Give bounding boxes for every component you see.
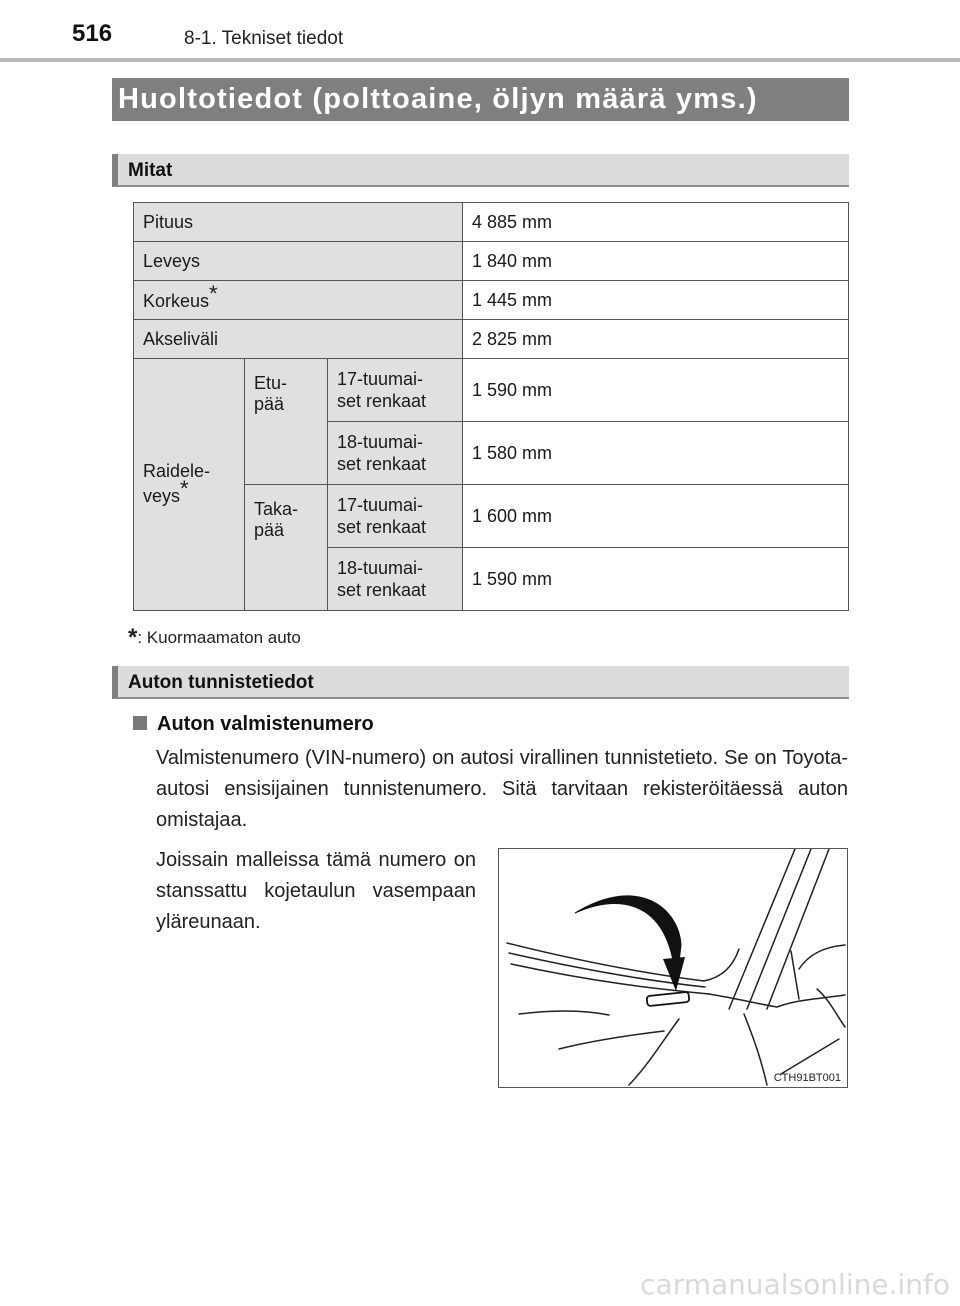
page-number: 516 [72, 20, 113, 47]
asterisk-mark: * [209, 281, 218, 306]
dashboard-illustration [499, 849, 847, 1087]
vin-paragraph: Valmistenumero (VIN-numero) on autosi virallinen tunnistetieto. Se on Toyota-autosi ensisijainen tunnistenumero. Sitä tarvitaan rekisteröitäessä auton omistajaa. [156, 747, 848, 831]
table-row [134, 359, 849, 422]
page-title: Huoltotiedot (polttoaine, öljyn määrä yms.) [112, 78, 849, 121]
figure-code: CTH91BT001 [773, 1072, 841, 1084]
table-row [134, 203, 849, 242]
row-label-korkeus [134, 281, 463, 320]
header-rule [0, 58, 960, 62]
row-value: 1 580 mm [463, 422, 849, 485]
tire-size-label [328, 359, 463, 422]
bullet-square-icon [133, 716, 147, 730]
tire-size-line2: set renkaat [337, 517, 427, 537]
tire-size-line1: 18-tuumai- [337, 558, 424, 578]
front-label-line1: Etu- [254, 373, 288, 393]
row-value: 2 825 mm [463, 320, 849, 359]
tire-size-line2: set renkaat [337, 391, 427, 411]
vin-location-figure [498, 848, 848, 1088]
table-row [134, 281, 849, 320]
row-value: 1 840 mm [463, 242, 849, 281]
row-label: Leveys [134, 242, 463, 281]
tire-size-line1: 17-tuumai- [337, 495, 424, 515]
tire-size-line2: set renkaat [337, 454, 427, 474]
tire-size-line2: set renkaat [337, 580, 427, 600]
rear-label-line2: pää [254, 520, 285, 540]
row-label: Korkeus [143, 291, 210, 311]
track-label-line1: Raidele- [143, 461, 211, 481]
vin-location-paragraph: Joissain malleissa tämä numero on stanssattu kojetaulun vasempaan yläreunaan. [156, 849, 476, 933]
footnote [128, 622, 301, 650]
track-label [134, 359, 245, 611]
bullet-heading [133, 713, 374, 736]
page-header [0, 0, 960, 62]
tire-size-label [328, 485, 463, 548]
section-heading-tunnistetiedot: Auton tunnistetiedot [112, 666, 849, 699]
footnote-text: : Kuormaamaton auto [137, 628, 301, 647]
row-label: Pituus [134, 203, 463, 242]
watermark: carmanualsonline.info [640, 1268, 950, 1301]
tire-size-label [328, 422, 463, 485]
tire-size-label [328, 548, 463, 611]
dimensions-table [133, 202, 849, 611]
asterisk-mark: * [180, 476, 189, 501]
tire-size-line1: 18-tuumai- [337, 432, 424, 452]
front-label [245, 359, 328, 485]
footnote-asterisk: * [128, 624, 138, 651]
bullet-title: Auton valmistenumero [157, 713, 374, 735]
row-value: 1 590 mm [463, 359, 849, 422]
section-heading-mitat: Mitat [112, 154, 849, 187]
track-label-line2: veys [143, 486, 181, 506]
section-reference: 8-1. Tekniset tiedot [184, 28, 344, 49]
front-label-line2: pää [254, 394, 285, 414]
table-row [134, 320, 849, 359]
rear-label [245, 485, 328, 611]
tire-size-line1: 17-tuumai- [337, 369, 424, 389]
row-label: Akseliväli [134, 320, 463, 359]
row-value: 1 445 mm [463, 281, 849, 320]
vin-plate [647, 992, 690, 1006]
arrow-head-icon [663, 957, 685, 991]
row-value: 1 600 mm [463, 485, 849, 548]
table-row [134, 242, 849, 281]
row-value: 1 590 mm [463, 548, 849, 611]
row-value: 4 885 mm [463, 203, 849, 242]
rear-label-line1: Taka- [254, 499, 299, 519]
